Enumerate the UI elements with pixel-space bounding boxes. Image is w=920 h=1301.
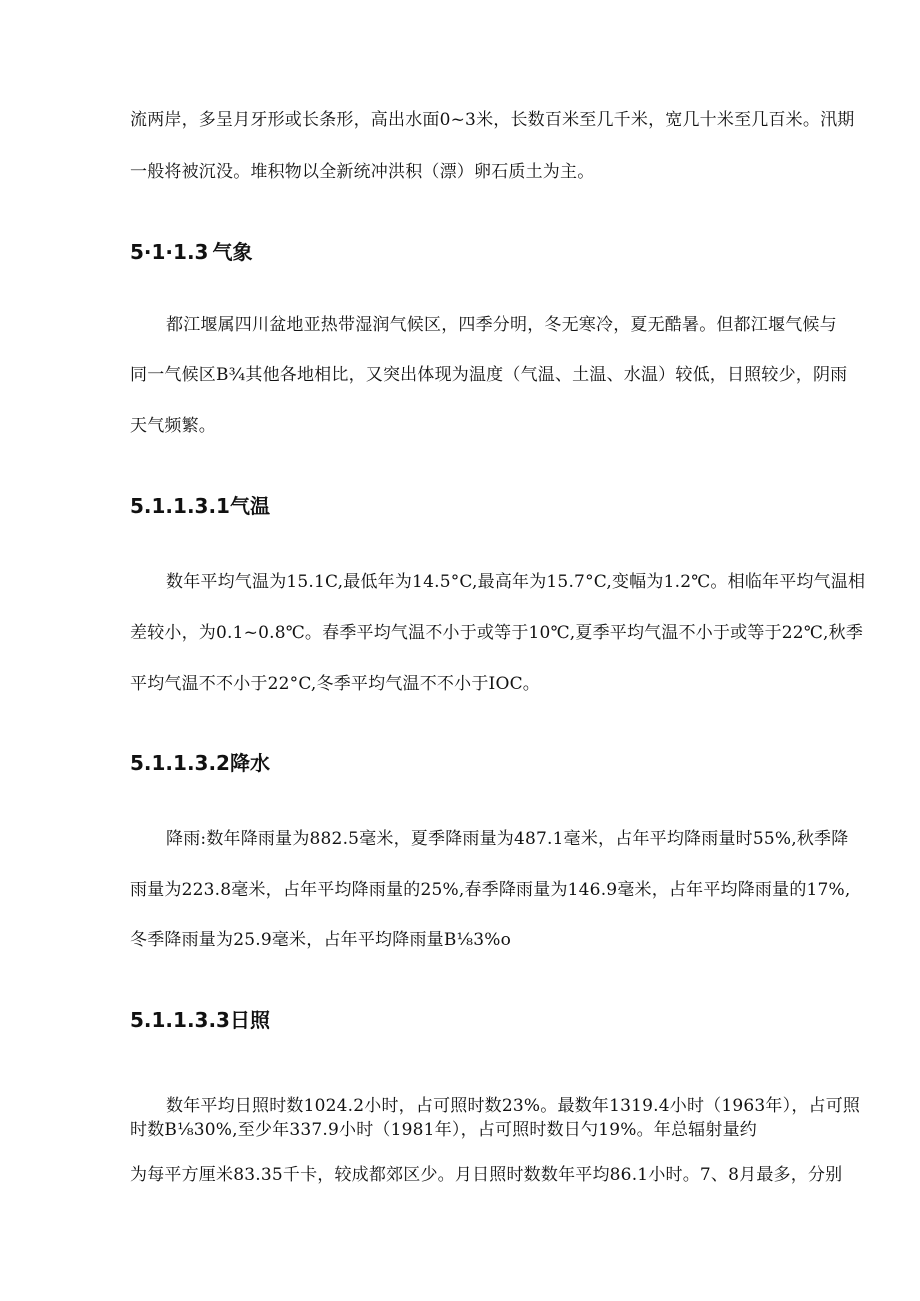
paragraph-line: 天气频繁。: [130, 416, 216, 436]
section-title: 日照: [229, 1008, 270, 1032]
paragraph-line: 差较小，为0.1~0.8℃。春季平均气温不小于或等于10℃,夏季平均气温不小于或等于22℃,秋季: [130, 623, 864, 643]
paragraph-line: 时数B⅛30%,至少年337.9小时（1981年），占可照时数日勺19%。年总辐射量约: [130, 1120, 757, 1140]
paragraph-line: 数年平均气温为15.1C,最低年为14.5°C,最高年为15.7°C,变幅为1.2℃。相临年平均气温相: [166, 572, 866, 592]
paragraph-line: 都江堰属四川盆地亚热带湿润气候区，四季分明，冬无寒冷，夏无酷暑。但都江堰气候与: [166, 315, 837, 335]
section-heading: [130, 240, 252, 264]
paragraph-line: 一般将被沉没。堆积物以全新统冲洪积（漂）卵石质土为主。: [130, 162, 595, 182]
paragraph-line: 同一气候区B¾其他各地相比，又突出体现为温度（气温、土温、水温）较低，日照较少，阴雨: [130, 365, 848, 385]
paragraph-line: 雨量为223.8毫米，占年平均降雨量的25%,春季降雨量为146.9毫米，占年平均降雨量的17%,: [130, 880, 851, 900]
paragraph-line: 为每平方厘米83.35千卡，较成都郊区少。月日照时数数年平均86.1小时。7、8月最多，分别: [130, 1165, 843, 1185]
paragraph-line: 数年平均日照时数1024.2小时，占可照时数23%。最数年1319.4小时（1963年），占可照: [166, 1096, 861, 1116]
section-title: 气象: [212, 240, 253, 264]
section-number: 5.1.1.3.2: [130, 751, 230, 775]
section-title: 降水: [229, 751, 270, 775]
section-heading: [130, 494, 270, 518]
section-number: 5.1.1.3.1: [130, 494, 230, 518]
section-title: 气温: [229, 494, 270, 518]
paragraph-line: 平均气温不不小于22°C,冬季平均气温不不小于IOC。: [130, 674, 540, 694]
section-heading: [130, 751, 270, 775]
section-heading: [130, 1008, 270, 1032]
paragraph-line: 降雨:数年降雨量为882.5毫米，夏季降雨量为487.1毫米，占年平均降雨量时55%,秋季降: [166, 829, 849, 849]
paragraph-line: 流两岸，多呈月牙形或长条形，高出水面0~3米，长数百米至几千米，宽几十米至几百米。汛期: [130, 110, 855, 130]
section-number: 5.1.1.3.3: [130, 1008, 230, 1032]
section-number: 5·1·1.3: [130, 240, 209, 264]
paragraph-line: 冬季降雨量为25.9毫米，占年平均降雨量B⅛3%o: [130, 930, 512, 950]
